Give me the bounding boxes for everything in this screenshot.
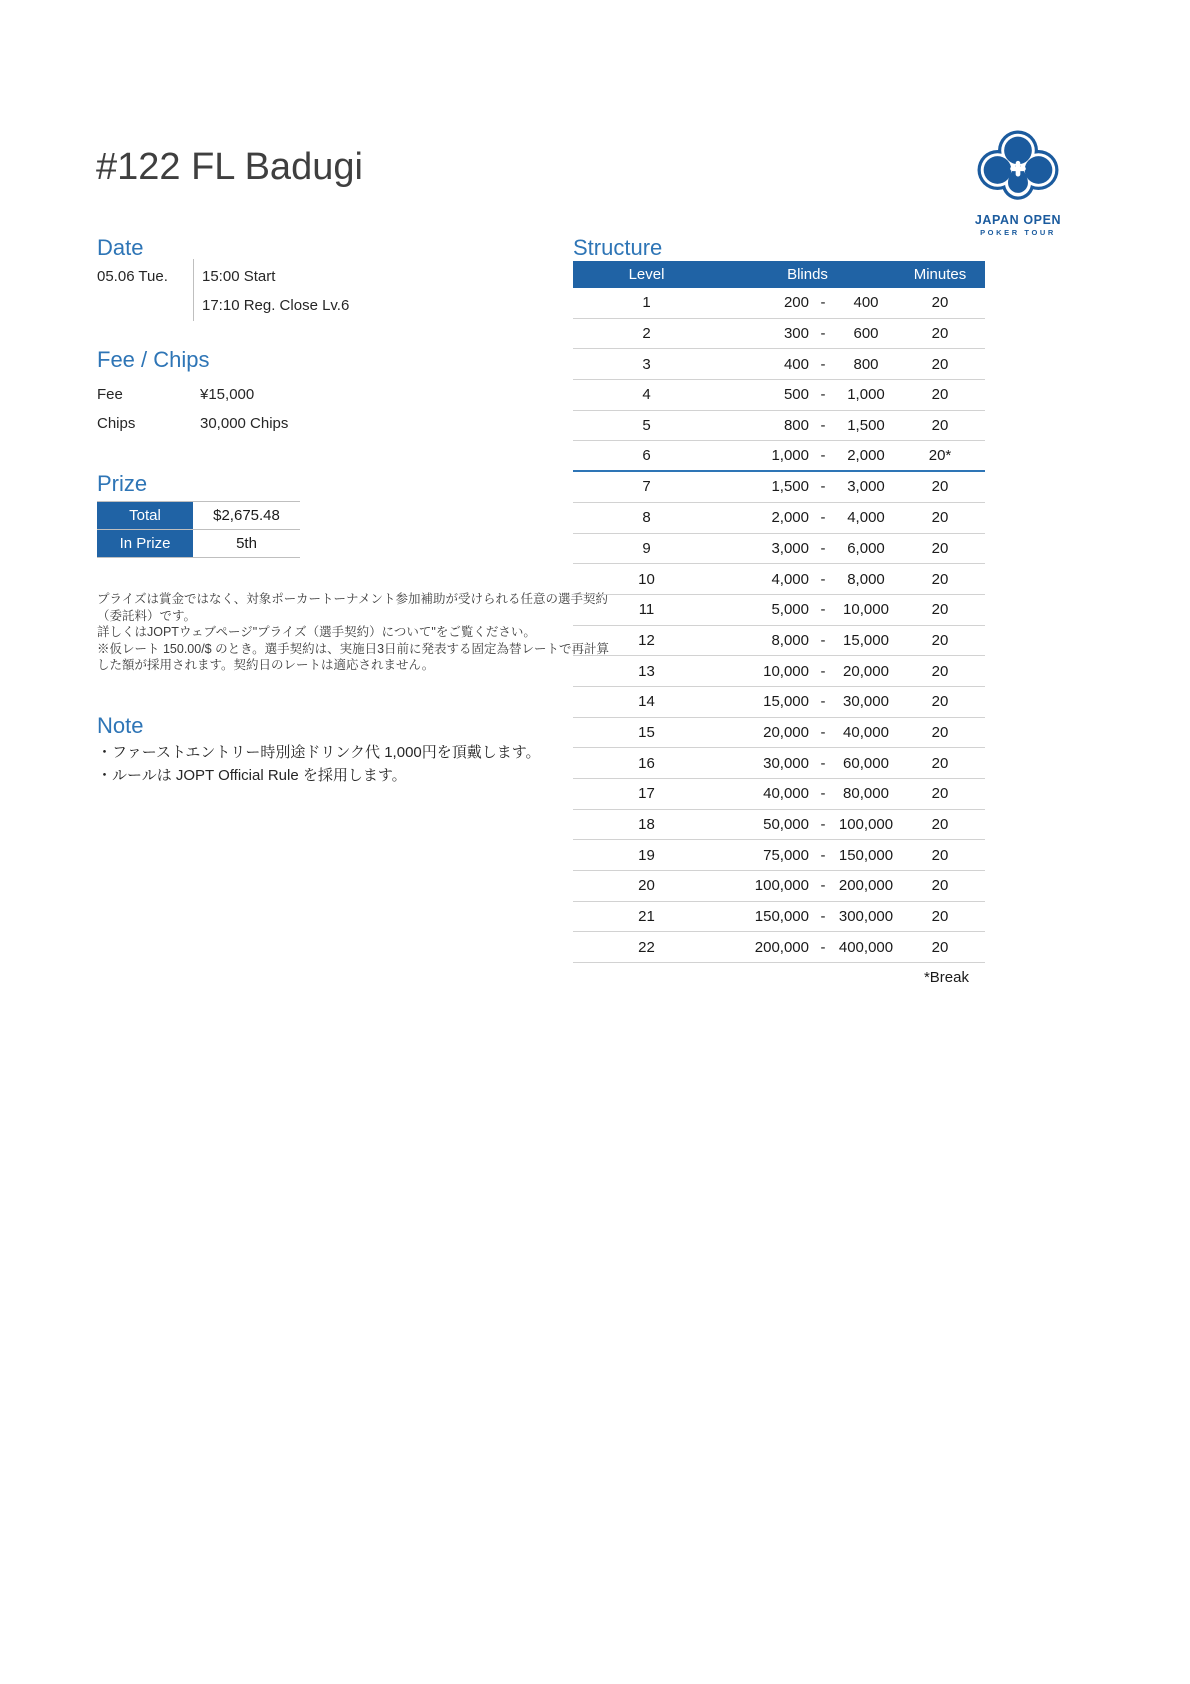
small-blind: 40,000 [763,785,809,803]
structure-table-body [573,288,985,963]
disclaimer-line: ※仮レート 150.00/$ のとき。選手契約は、実施日3日前に発表する固定為替レートで再計算 [97,641,610,656]
structure-row [573,626,985,657]
level-cell: 16 [638,754,655,772]
level-cell: 11 [638,601,655,619]
structure-heading: Structure [573,235,663,260]
blinds-separator: - [820,478,826,496]
chips-label: Chips [97,415,136,432]
structure-row [573,748,985,779]
structure-row [573,503,985,534]
blinds-separator: - [820,785,826,803]
structure-row [573,871,985,902]
small-blind: 8,000 [771,631,809,649]
prize-table [97,501,300,558]
date-divider [193,259,194,321]
structure-table-header [573,261,985,288]
level-cell: 17 [638,785,655,803]
date-day: 05.06 Tue. [97,268,168,285]
small-blind: 1,000 [771,447,809,465]
chips-value: 30,000 Chips [200,415,289,432]
blinds-separator: - [820,908,826,926]
structure-table [573,261,985,986]
break-note: *Break [923,969,969,987]
minutes-cell: 20 [931,846,949,864]
big-blind: 200,000 [838,877,894,895]
blinds-separator: - [820,662,826,680]
big-blind: 400 [853,294,879,312]
minutes-cell: 20 [931,816,949,834]
big-blind: 1,500 [847,417,885,435]
structure-row [573,411,985,442]
column-header-minutes: Minutes [913,266,967,283]
club-logo-icon [972,130,1064,210]
big-blind: 4,000 [847,509,885,527]
disclaimer-line: した額が採用されます。契約日のレートは適応されません。 [97,658,435,673]
minutes-cell: 20 [931,570,949,588]
big-blind: 150,000 [838,846,894,864]
blinds-cell [720,877,895,894]
big-blind: 1,000 [847,386,885,404]
jopt-logo [972,130,1064,237]
small-blind: 5,000 [771,601,809,619]
small-blind: 500 [783,386,809,404]
level-cell: 19 [638,846,655,864]
small-blind: 50,000 [763,816,809,834]
minutes-cell: 20 [931,478,949,496]
prize-total-value: $2,675.48 [213,507,280,524]
minutes-cell: 20* [928,447,952,465]
structure-row [573,687,985,718]
big-blind: 100,000 [838,816,894,834]
blinds-separator: - [820,539,826,557]
minutes-cell: 20 [931,877,949,895]
blinds-separator: - [820,417,826,435]
structure-row [573,534,985,565]
structure-row [573,564,985,595]
level-cell: 7 [642,478,651,496]
minutes-cell: 20 [931,417,949,435]
big-blind: 600 [853,325,879,343]
level-cell: 8 [642,509,651,527]
small-blind: 75,000 [763,846,809,864]
level-cell: 13 [638,662,655,680]
level-cell: 3 [642,355,651,373]
big-blind: 3,000 [847,478,885,496]
blinds-cell [720,386,895,403]
minutes-cell: 20 [931,662,949,680]
structure-row [573,902,985,933]
minutes-cell: 20 [931,386,949,404]
blinds-separator: - [820,447,826,465]
structure-row [573,319,985,350]
level-cell: 10 [638,570,655,588]
structure-row [573,656,985,687]
big-blind: 15,000 [843,631,889,649]
blinds-separator: - [820,355,826,373]
prize-row-inprize [97,530,300,558]
structure-row [573,932,985,963]
blinds-cell [720,478,895,495]
fee-label: Fee [97,386,123,403]
small-blind: 150,000 [754,908,809,926]
big-blind: 2,000 [847,447,885,465]
blinds-separator: - [820,631,826,649]
blinds-separator: - [820,693,826,711]
blinds-separator: - [820,294,826,312]
blinds-cell [720,663,895,680]
small-blind: 200,000 [754,938,809,956]
logo-text-line2: POKER TOUR [980,228,1056,237]
blinds-cell [720,356,895,373]
logo-text-line1: JAPAN OPEN [974,213,1062,227]
level-cell: 20 [638,877,655,895]
small-blind: 400 [783,355,809,373]
blinds-separator: - [820,601,826,619]
small-blind: 15,000 [763,693,809,711]
fee-value: ¥15,000 [200,386,255,403]
blinds-cell [720,447,895,464]
note-item: ・ルールは JOPT Official Rule を採用します。 [97,767,407,784]
big-blind: 300,000 [838,908,894,926]
blinds-separator: - [820,877,826,895]
column-header-level: Level [628,266,665,283]
column-header-blinds: Blinds [787,266,828,283]
level-cell: 15 [638,723,655,741]
minutes-cell: 20 [931,294,949,312]
level-cell: 6 [642,447,651,465]
minutes-cell: 20 [931,754,949,772]
blinds-cell [720,294,895,311]
level-cell: 21 [638,908,655,926]
date-heading: Date [97,235,144,260]
disclaimer-line: 詳しくはJOPTウェブページ"プライズ（選手契約）について"をご覧ください。 [97,625,536,640]
structure-row [573,595,985,626]
minutes-cell: 20 [931,325,949,343]
structure-row [573,349,985,380]
small-blind: 100,000 [754,877,809,895]
structure-row [573,810,985,841]
blinds-cell [720,847,895,864]
blinds-separator: - [820,570,826,588]
blinds-cell [720,540,895,557]
blinds-separator: - [820,723,826,741]
date-start-time: 15:00 Start [202,268,276,285]
blinds-cell [720,755,895,772]
small-blind: 200 [783,294,809,312]
blinds-separator: - [820,386,826,404]
structure-row [573,779,985,810]
prize-inprize-label: In Prize [97,530,193,557]
blinds-cell [720,632,895,649]
structure-row [573,472,985,503]
blinds-separator: - [820,754,826,772]
level-cell: 14 [638,693,655,711]
structure-row [573,441,985,472]
blinds-cell [720,601,895,618]
small-blind: 10,000 [763,662,809,680]
fee-chips-heading: Fee / Chips [97,347,210,372]
big-blind: 40,000 [843,723,889,741]
big-blind: 10,000 [843,601,889,619]
blinds-cell [720,939,895,956]
minutes-cell: 20 [931,601,949,619]
big-blind: 8,000 [847,570,885,588]
blinds-cell [720,571,895,588]
blinds-separator: - [820,816,826,834]
big-blind: 400,000 [838,938,894,956]
small-blind: 30,000 [763,754,809,772]
blinds-separator: - [820,846,826,864]
structure-row [573,380,985,411]
level-cell: 9 [642,539,651,557]
blinds-cell [720,693,895,710]
small-blind: 300 [783,325,809,343]
disclaimer-line: プライズは賞金ではなく、対象ポーカートーナメント参加補助が受けられる任意の選手契約 [97,592,609,606]
minutes-cell: 20 [931,509,949,527]
prize-disclaimer [97,591,610,674]
page-title: #122 FL Badugi [96,146,363,188]
minutes-cell: 20 [931,785,949,803]
blinds-separator: - [820,509,826,527]
minutes-cell: 20 [931,693,949,711]
blinds-separator: - [820,325,826,343]
blinds-cell [720,785,895,802]
blinds-cell [720,417,895,434]
blinds-cell [720,509,895,526]
level-cell: 4 [642,386,651,404]
small-blind: 800 [783,417,809,435]
level-cell: 22 [638,938,655,956]
big-blind: 800 [853,355,879,373]
minutes-cell: 20 [931,539,949,557]
structure-row [573,840,985,871]
blinds-separator: - [820,938,826,956]
prize-total-label: Total [97,502,193,529]
blinds-cell [720,325,895,342]
blinds-cell [720,724,895,741]
small-blind: 2,000 [771,509,809,527]
prize-heading: Prize [97,471,148,496]
big-blind: 60,000 [843,754,889,772]
small-blind: 3,000 [771,539,809,557]
level-cell: 18 [638,816,655,834]
minutes-cell: 20 [931,631,949,649]
structure-row [573,288,985,319]
level-cell: 2 [642,325,651,343]
big-blind: 6,000 [847,539,885,557]
date-reg-close: 17:10 Reg. Close Lv.6 [202,297,350,314]
structure-row [573,718,985,749]
disclaimer-line: （委託料）です。 [97,608,197,623]
blinds-cell [720,908,895,925]
level-cell: 5 [642,417,651,435]
minutes-cell: 20 [931,723,949,741]
big-blind: 20,000 [843,662,889,680]
note-item: ・ファーストエントリー時別途ドリンク代 1,000円を頂戴します。 [97,744,541,761]
prize-inprize-value: 5th [236,535,257,552]
level-cell: 12 [638,631,655,649]
small-blind: 1,500 [771,478,809,496]
minutes-cell: 20 [931,355,949,373]
big-blind: 80,000 [843,785,889,803]
blinds-cell [720,816,895,833]
level-cell: 1 [642,294,651,312]
prize-row-total [97,502,300,530]
big-blind: 30,000 [843,693,889,711]
small-blind: 4,000 [771,570,809,588]
minutes-cell: 20 [931,908,949,926]
note-heading: Note [97,713,144,738]
minutes-cell: 20 [931,938,949,956]
small-blind: 20,000 [763,723,809,741]
